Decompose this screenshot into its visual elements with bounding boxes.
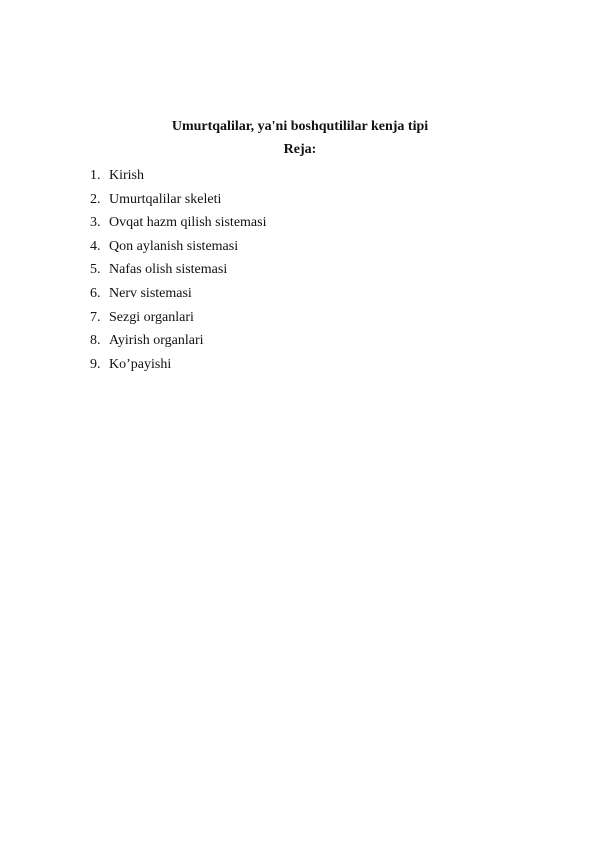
plan-item-8 [90,329,266,353]
plan-item-number: 8. [90,333,101,349]
plan-item-text: Nerv sistemasi [109,285,192,301]
plan-heading: Reja: [283,142,317,157]
plan-item-text: Kirish [109,168,144,183]
document-title: Umurtqalilar, ya'ni boshqutililar kenja tipi [171,119,429,134]
plan-list [90,164,266,376]
plan-item-number: 7. [90,309,101,325]
plan-item-text: Umurtqalilar skeleti [109,191,222,207]
plan-item-6 [90,282,266,306]
plan-item-text: Ko’payishi [109,356,172,372]
plan-item-4 [90,235,266,259]
plan-item-9 [90,353,266,377]
plan-item-text: Ayirish organlari [109,333,204,349]
plan-item-number: 2. [90,191,101,207]
plan-item-3 [90,211,266,235]
plan-item-text: Sezgi organlari [109,309,194,325]
plan-item-text: Qon aylanish sistemasi [109,238,239,254]
plan-item-1 [90,164,266,188]
plan-item-text: Ovqat hazm qilish sistemasi [109,215,267,231]
plan-item-number: 5. [90,262,101,278]
plan-item-7 [90,306,266,330]
plan-item-2 [90,188,266,212]
plan-item-number: 9. [90,356,101,372]
plan-item-number: 4. [90,238,101,254]
plan-item-number: 6. [90,285,101,301]
plan-item-text: Nafas olish sistemasi [109,262,228,278]
plan-item-number: 3. [90,215,101,231]
plan-item-5 [90,258,266,282]
plan-item-number: 1. [90,168,101,183]
